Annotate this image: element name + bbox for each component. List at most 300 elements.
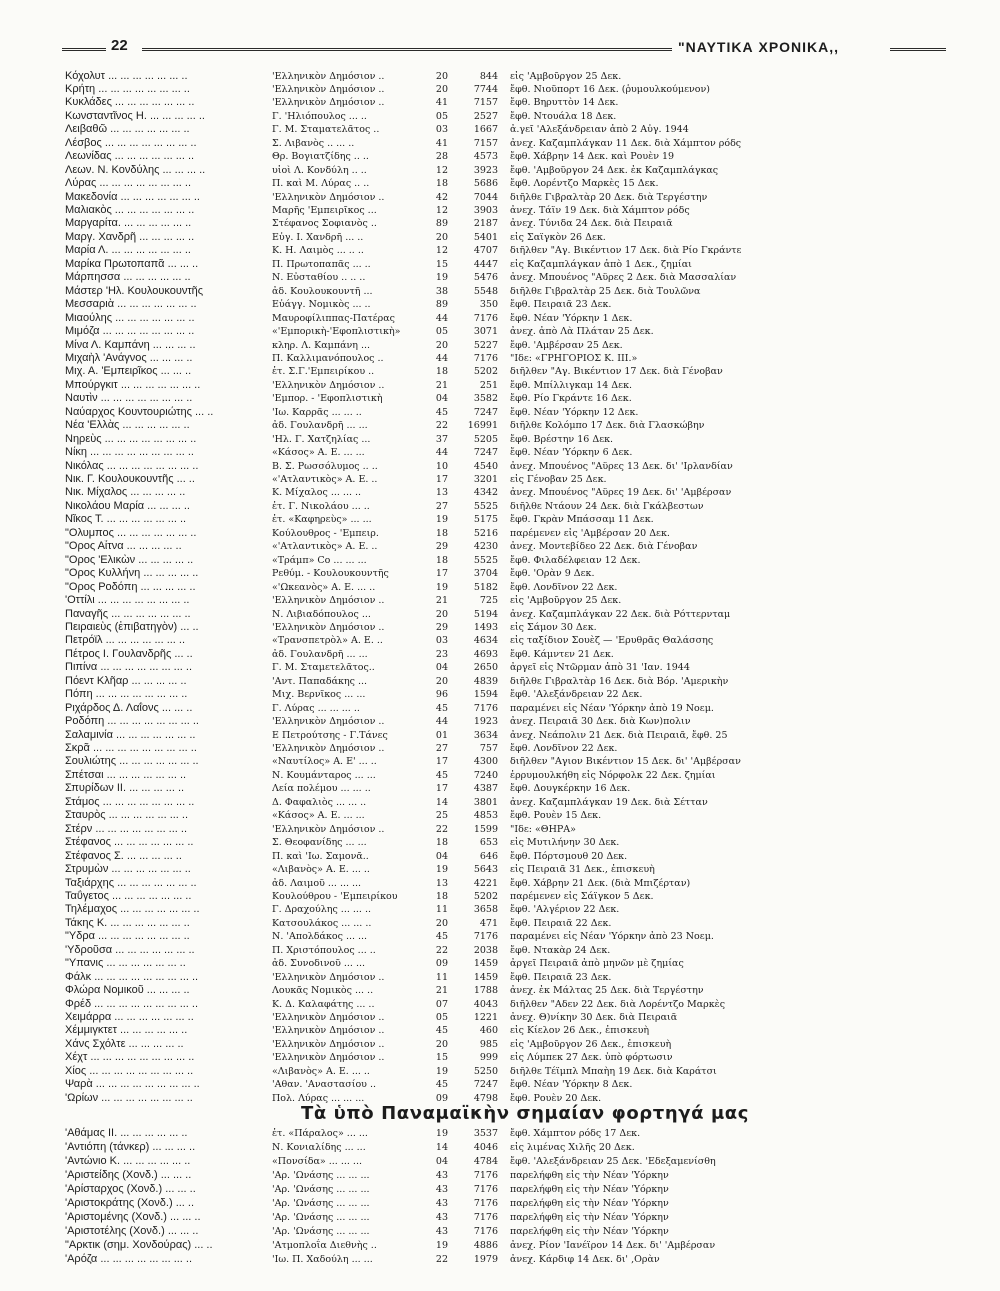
gross-tonnage: 4342 <box>473 487 498 499</box>
ship-status: εἰς Λύμπεκ 27 Δεκ. ὑπὸ φόρτωσιν <box>510 1052 673 1064</box>
build-year: 04 <box>435 662 448 674</box>
ship-row <box>0 836 1000 849</box>
build-year: 20 <box>435 70 448 82</box>
build-year: 43 <box>435 1169 448 1181</box>
build-year: 17 <box>435 756 448 768</box>
owner-name: Ν. Λιβιαδόπουλος ... <box>272 608 371 620</box>
gross-tonnage: 7176 <box>473 1169 498 1181</box>
ship-row <box>0 258 1000 271</box>
gross-tonnage: 5476 <box>473 272 498 284</box>
gross-tonnage: 4230 <box>473 541 498 553</box>
owner-name: 'Ελληνικὸν Δημόσιον .. <box>272 1052 385 1064</box>
gross-tonnage: 5202 <box>473 890 498 902</box>
ship-name: Χέμμιγκτετ ... ... ... ... ... .. <box>65 1024 188 1037</box>
ship-name: Σουλιώτης ... ... ... ... ... ... .. <box>65 755 199 768</box>
ship-name: 'Αρόζα ... ... ... ... ... ... ... .. <box>65 1252 193 1265</box>
ship-status: ἔφθ. Ρίο Γκράντε 16 Δεκ. <box>510 393 632 405</box>
ship-name: Νίκη ... ... ... ... ... ... ... ... .. <box>65 446 194 459</box>
owner-name: Ν. Κουμάνταρος ... ... <box>272 769 376 781</box>
build-year: 22 <box>435 823 448 835</box>
owner-name: ἐτ. Γ. Νικολάου ... .. <box>272 500 370 512</box>
build-year: 19 <box>435 1127 448 1139</box>
ship-status: εἰς 'Αμβοῦργον 25 Δεκ. <box>510 595 622 607</box>
ship-status: ἀνεχ. Κάρδιφ 14 Δεκ. δι' ,Ορὰν <box>510 1253 660 1265</box>
build-year: 45 <box>435 1025 448 1037</box>
ship-name: Λεων. Ν. Κονδύλης ... ... ... .. <box>65 163 206 176</box>
ship-status: ἀνεχ. Ρίον 'Ιανέϊρον 14 Δεκ. δι' 'Αμβέρσαν <box>510 1239 716 1251</box>
ship-status: ἔφθ. 'Αλεξάνδρειαν 22 Δεκ. <box>510 689 643 701</box>
ship-row <box>0 755 1000 768</box>
ship-status: ἔφθ. Χάβρην 14 Δεκ. καὶ Ρουὲν 19 <box>510 151 675 163</box>
ship-status: ἀνεχ. Μπουένος "Αϋρες 19 Δεκ. δι' 'Αμβέρσαν <box>510 487 732 499</box>
owner-name: ἀδ. Γουλανδρῆ ... ... <box>272 420 368 432</box>
owner-name: ἀδ. Λαιμοῦ ... ... ... <box>272 877 362 889</box>
owner-name: «Λιβανὸς» Α. Ε. ... .. <box>272 864 370 876</box>
build-year: 12 <box>435 205 448 216</box>
ship-name: Ταΰγετος ... ... ... ... ... ... .. <box>65 889 192 902</box>
gross-tonnage: 3537 <box>473 1127 498 1139</box>
ship-name: Νέα 'Ελλὰς ... ... ... ... ... .. <box>65 419 190 432</box>
ship-name: Ναύαρχος Κουντουριώτης ... .. <box>65 405 214 418</box>
gross-tonnage: 16991 <box>467 420 498 432</box>
build-year: 17 <box>435 783 448 795</box>
owner-name: 'Ιω. Καρρᾶς ... ... .. <box>272 406 362 418</box>
gross-tonnage: 4447 <box>473 258 498 270</box>
owner-name: Π. Χριστόπουλος ... .. <box>272 944 376 956</box>
owner-name: Κούλουθρος - 'Εμπειρ. <box>272 527 379 539</box>
owner-name: Γ. Μ. Σταματελᾶτος .. <box>272 124 380 136</box>
ship-name: 'Ωρίων ... ... ... ... ... ... ... .. <box>65 1091 193 1104</box>
build-year: 20 <box>435 339 448 351</box>
gross-tonnage: 7157 <box>473 97 498 109</box>
gross-tonnage: 1221 <box>473 1012 498 1023</box>
ship-name: Λειβαθῶ ... ... ... ... ... ... .. <box>65 123 190 136</box>
ship-status: ἀνεχ. Τύνιδα 24 Δεκ. διὰ Πειραιᾶ <box>510 218 673 230</box>
build-year: 18 <box>435 527 448 539</box>
magazine-title: "ΝΑΥΤΙΚΑ ΧΡΟΝΙΚΑ,, <box>678 39 840 55</box>
gross-tonnage: 7176 <box>473 312 498 324</box>
ship-status: ἀργεῖ Πειραιᾶ ἀπὸ μηνῶν μὲ ζημίας <box>510 958 684 970</box>
gross-tonnage: 4387 <box>473 783 498 795</box>
build-year: 12 <box>435 245 448 257</box>
ship-status: ἔφθ. Βηρυττὸν 14 Δεκ. <box>510 97 619 109</box>
gross-tonnage: 1788 <box>473 985 498 997</box>
ship-row <box>0 177 1000 190</box>
owner-name: 'Ελληνικὸν Δημόσιον .. <box>272 716 385 728</box>
ship-status: παρέμενεν εἰς Σάϊγκον 5 Δεκ. <box>510 890 654 902</box>
build-year: 09 <box>435 1092 448 1104</box>
ship-status: ἔφθ. 'Αλγέριον 22 Δεκ. <box>510 904 620 916</box>
ship-name: Ναυτὶν ... ... ... ... ... ... ... .. <box>65 392 193 405</box>
ship-row <box>0 1211 1000 1224</box>
build-year: 45 <box>435 769 448 781</box>
build-year: 21 <box>435 595 448 607</box>
ship-name: Λέσβος ... ... ... ... ... ... ... .. <box>65 136 197 149</box>
ship-name: "Υπανις ... ... ... ... ... ... .. <box>65 957 186 970</box>
build-year: 18 <box>435 890 448 902</box>
build-year: 38 <box>435 285 448 297</box>
ship-row <box>0 96 1000 109</box>
ship-row <box>0 540 1000 553</box>
ship-name: Κυκλάδες ... ... ... ... ... ... .. <box>65 96 195 109</box>
ship-status: ἔφθ. Λονδῖνον 22 Δεκ. <box>510 581 618 593</box>
gross-tonnage: 725 <box>479 595 498 607</box>
ship-name: Νηρεὺς ... ... ... ... ... ... ... .. <box>65 432 197 445</box>
ship-name: Τάκης Κ. ... ... ... ... ... ... .. <box>65 916 190 929</box>
owner-name: 'Αθαν. 'Αναστασίου .. <box>272 1079 377 1091</box>
ship-status: ἀνεχ. Νεάπολιν 21 Δεκ. διὰ Πειραιᾶ, ἔφθ. 25 <box>510 729 728 741</box>
owner-name: 'Αντ. Παπαδάκης ... <box>272 675 368 687</box>
gross-tonnage: 7044 <box>473 191 498 203</box>
build-year: 14 <box>435 796 448 808</box>
build-year: 29 <box>435 621 448 633</box>
owner-name: Εὐάγγ. Νομικὸς ... .. <box>272 299 371 311</box>
owner-name: 'Ιω. Π. Χαδούλη ... ... <box>272 1253 373 1265</box>
ship-status: εἰς Σαϊγκὸν 26 Δεκ. <box>510 231 606 243</box>
build-year: 10 <box>435 460 448 472</box>
build-year: 19 <box>435 1239 448 1251</box>
build-year: 20 <box>435 1038 448 1050</box>
build-year: 15 <box>435 258 448 270</box>
build-year: 18 <box>435 554 448 566</box>
ship-name: 'Αντώνιο Κ. ... ... ... ... ... .. <box>65 1154 191 1167</box>
build-year: 19 <box>435 272 448 284</box>
owner-name: «'Ατλαντικὸς» Α. Ε. .. <box>272 541 378 553</box>
ship-status: εἰς Γένοβαν 25 Δεκ. <box>510 474 607 485</box>
ship-row <box>0 796 1000 809</box>
ship-status: παραμένει εἰς Νέαν 'Υόρκην ἀπὸ 19 Νοεμ. <box>510 702 714 714</box>
ship-name: Πόεντ Κλῆαρ ... ... ... ... .. <box>65 674 187 687</box>
build-year: 23 <box>435 648 448 660</box>
build-year: 18 <box>435 178 448 190</box>
gross-tonnage: 1599 <box>473 823 498 835</box>
ship-row <box>0 742 1000 755</box>
build-year: 45 <box>435 406 448 418</box>
ship-row <box>0 648 1000 661</box>
gross-tonnage: 5175 <box>473 514 498 526</box>
owner-name: «Κάσος» Α. Ε. ... ... <box>272 447 365 459</box>
gross-tonnage: 5216 <box>473 527 498 539</box>
ship-status: ἔφθ. 'Αλεξάνδρειαν 25 Δεκ. 'Εδεξαμενίσθη <box>510 1155 716 1167</box>
ship-name: Μαργ. Χανδρῆ ... ... ... ... .. <box>65 230 195 243</box>
gross-tonnage: 3923 <box>473 164 498 176</box>
gross-tonnage: 7744 <box>473 83 498 95</box>
owner-name: Ν. Κονιαλίδης ... ... <box>272 1141 366 1153</box>
owner-name: Π. καὶ 'Ιω. Σαμονᾶ.. <box>272 850 369 862</box>
ship-row <box>0 1065 1000 1078</box>
owner-name: 'Ελληνικὸν Δημόσιον .. <box>272 70 385 82</box>
ship-row <box>0 998 1000 1011</box>
build-year: 19 <box>435 1065 448 1077</box>
ship-row <box>0 702 1000 715</box>
gross-tonnage: 844 <box>479 70 498 82</box>
owner-name: Γ. Δραχούλης ... ... .. <box>272 904 371 916</box>
build-year: 03 <box>435 635 448 647</box>
ship-name: "Υδρα ... ... ... ... ... ... ... .. <box>65 930 190 943</box>
build-year: 44 <box>435 352 448 364</box>
build-year: 45 <box>435 702 448 714</box>
ship-status: ἔφθ. Μπίλλιγκαμ 14 Δεκ. <box>510 379 633 391</box>
owner-name: ἀδ. Γουλανδρῆ ... ... <box>272 648 368 660</box>
gross-tonnage: 4839 <box>473 675 498 687</box>
owner-name: Ρεθύμ. - Κουλουκουντῆς <box>272 568 389 580</box>
ship-row <box>0 1169 1000 1182</box>
ship-status: εἰς Κίελον 26 Δεκ., ἐπισκευὴ <box>510 1025 650 1037</box>
owner-name: «Τράμπ» Co ... ... ... <box>272 554 367 566</box>
gross-tonnage: 3704 <box>473 568 498 580</box>
gross-tonnage: 2038 <box>473 944 498 956</box>
owner-name: Σ. Λιβανὸς .. ... .. <box>272 137 355 149</box>
ship-row <box>0 890 1000 903</box>
build-year: 19 <box>435 581 448 593</box>
ship-row <box>0 419 1000 432</box>
ship-row <box>0 554 1000 567</box>
owner-name: Π. καὶ Μ. Λύρας .. .. <box>272 178 370 190</box>
ship-name: Μακεδονία ... ... ... ... ... ... .. <box>65 190 200 203</box>
ship-name: Στρυμὼν ... ... ... ... ... ... .. <box>65 863 191 876</box>
ship-name: Μιαούλης ... ... ... ... ... ... .. <box>65 311 195 324</box>
gross-tonnage: 653 <box>479 837 498 849</box>
ship-name: "Ορος 'Ελικὼν ... ... ... ... .. <box>65 553 194 566</box>
ship-row <box>0 782 1000 795</box>
ship-name: Νικ. Μίχαλος ... ... ... ... .. <box>65 486 186 499</box>
gross-tonnage: 7247 <box>473 406 498 418</box>
ship-status: παρελήφθη εἰς τὴν Νέαν 'Υόρκην <box>510 1183 669 1195</box>
ship-status: εἰς Σάμον 30 Δεκ. <box>510 621 597 633</box>
gross-tonnage: 985 <box>479 1038 498 1050</box>
owner-name: Λουκᾶς Νομικὸς ... .. <box>272 985 374 997</box>
ship-name: Μεσσαριὰ ... ... ... ... ... ... .. <box>65 298 197 311</box>
ship-row <box>0 164 1000 177</box>
owner-name: Κ. Μίχαλος ... ... .. <box>272 487 362 499</box>
ship-row <box>0 1155 1000 1168</box>
ship-name: Φάλκ ... ... ... ... ... ... ... ... .. <box>65 970 199 983</box>
ship-name: Φλώρα Νομικοῦ ... ... ... .. <box>65 984 190 997</box>
owner-name: 'Ελληνικὸν Δημόσιον .. <box>272 97 385 109</box>
ship-row <box>0 634 1000 647</box>
owner-name: ἀδ. Κουλουκουντῆ ... <box>272 285 373 297</box>
header-rule-right <box>890 48 946 51</box>
owner-name: Κουλούθρου - 'Εμπειρίκου <box>272 890 398 902</box>
ship-status: διῆλθεν "Αδεν 22 Δεκ. διὰ Λορέντζο Μαρκὲς <box>510 998 726 1010</box>
owner-name: 'Ελληνικὸν Δημόσιον .. <box>272 191 385 203</box>
build-year: 17 <box>435 568 448 580</box>
build-year: 44 <box>435 716 448 728</box>
ship-status: διῆλθε Ντάουν 24 Δεκ. διὰ Γκάλβεστων <box>510 500 704 512</box>
build-year: 43 <box>435 1225 448 1237</box>
gross-tonnage: 4573 <box>473 151 498 163</box>
ship-status: ἔφθ. Γκρὰν Μπάσσαμ 11 Δεκ. <box>510 514 654 526</box>
ship-row <box>0 500 1000 513</box>
owner-name: «Λιβανὸς» Α. Ε. ... .. <box>272 1065 370 1077</box>
ship-name: Νικολάου Μαρία ... ... ... .. <box>65 499 190 512</box>
gross-tonnage: 646 <box>479 850 498 862</box>
ship-row <box>0 1038 1000 1051</box>
ship-row <box>0 460 1000 473</box>
ship-name: Μιμόζα ... ... ... ... ... ... ... .. <box>65 325 195 338</box>
ship-row <box>0 1127 1000 1140</box>
build-year: 20 <box>435 675 448 687</box>
ship-row <box>0 971 1000 984</box>
ship-row <box>0 486 1000 499</box>
gross-tonnage: 4540 <box>473 460 498 472</box>
owner-name: κληρ. Λ. Καμπάνη ... <box>272 339 371 351</box>
gross-tonnage: 3071 <box>473 326 498 338</box>
build-year: 20 <box>435 83 448 95</box>
owner-name: 'Ατμοπλοΐα Διεθνὴς .. <box>272 1239 377 1251</box>
build-year: 41 <box>435 137 448 149</box>
ship-status: παρελήφθη εἰς τὴν Νέαν 'Υόρκην <box>510 1197 669 1209</box>
gross-tonnage: 1459 <box>473 971 498 983</box>
owner-name: 'Ελληνικὸν Δημόσιον .. <box>272 1012 385 1023</box>
owner-name: ἐτ. «Καφηρεὺς» ... ... <box>272 514 372 526</box>
ship-row <box>0 231 1000 244</box>
ship-status: ἔφθ. Νέαν 'Υόρκην 6 Δεκ. <box>510 447 633 459</box>
ship-name: Μπούργκιτ ... ... ... ... ... ... .. <box>65 378 201 391</box>
build-year: 27 <box>435 743 448 754</box>
ship-status: εἰς 'Αμβοῦργον 25 Δεκ. <box>510 70 622 82</box>
ship-name: Πετρόϊλ ... ... ... ... ... ... .. <box>65 634 186 647</box>
ship-name: Λεωνίδας ... ... ... ... ... ... .. <box>65 150 195 163</box>
ship-status: ἔφθ. Νέαν 'Υόρκην 1 Δεκ. <box>510 312 633 324</box>
owner-name: «'Ατλαντικὸς» Α. Ε. .. <box>272 474 378 485</box>
ship-row <box>0 406 1000 419</box>
ship-name: 'Αντιόπη (τάνκερ) ... ... ... .. <box>65 1140 196 1153</box>
ship-status: ἔφθ. 'Αμβοῦργον 24 Δεκ. ἐκ Καζαμπλάγκας <box>510 164 719 176</box>
build-year: 04 <box>435 1155 448 1167</box>
ship-status: ἀνεχ. ἀπὸ Λὰ Πλάταν 25 Δεκ. <box>510 326 654 338</box>
ship-row <box>0 944 1000 957</box>
owner-name: «Ναυτίλος» Α. Ε' ... .. <box>272 756 377 768</box>
owner-name: Δ. Φαφαλιὸς ... ... .. <box>272 796 367 808</box>
build-year: 18 <box>435 837 448 849</box>
ship-status: ἔφθ. 'Ορὰν 9 Δεκ. <box>510 568 595 580</box>
ship-status: παρέμενεν εἰς 'Αμβέρσαν 20 Δεκ. <box>510 527 670 539</box>
ship-status: ἀργεῖ εἰς Ντῶρμαν ἀπὸ 31 'Ιαν. 1944 <box>510 662 690 674</box>
gross-tonnage: 4300 <box>473 756 498 768</box>
ship-status: διῆλθε Γιβραλτὰρ 20 Δεκ. διὰ Τεργέστην <box>510 191 708 203</box>
gross-tonnage: 7176 <box>473 1225 498 1237</box>
build-year: 11 <box>435 904 448 916</box>
ship-name: 'Οττίλι ... ... ... ... ... ... ... .. <box>65 594 190 607</box>
ship-row <box>0 1051 1000 1064</box>
build-year: 04 <box>435 850 448 862</box>
build-year: 01 <box>435 729 448 741</box>
owner-name: 'Ελληνικὸν Δημόσιον .. <box>272 595 385 607</box>
owner-name: 'Ελληνικὸν Δημόσιον .. <box>272 971 385 983</box>
ship-name: Μαρία Λ. ... ... ... ... ... ... .. <box>65 244 191 257</box>
ship-row <box>0 513 1000 526</box>
ship-status: ἔφθ. Νιοῦπορτ 16 Δεκ. (ῥυμουλκούμενον) <box>510 83 710 95</box>
ship-row <box>0 325 1000 338</box>
gross-tonnage: 3582 <box>473 393 498 405</box>
ship-status: εἰς λιμένας Χιλῆς 20 Δεκ. <box>510 1141 635 1153</box>
build-year: 09 <box>435 958 448 970</box>
ship-name: Παναγῆς ... ... ... ... ... ... .. <box>65 607 191 620</box>
ship-name: Νῖκος Τ. ... ... ... ... ... ... .. <box>65 513 187 526</box>
build-year: 13 <box>435 487 448 499</box>
gross-tonnage: 5525 <box>473 554 498 566</box>
ship-row <box>0 917 1000 930</box>
ship-name: Χειμάρρα ... ... ... ... ... ... .. <box>65 1011 194 1023</box>
ship-name: "Ορος Αἶτνα ... ... ... ... .. <box>65 540 182 553</box>
owner-name: «Τρανσπετρὸλ» Α. Ε. .. <box>272 635 383 647</box>
ship-name: Νικ. Γ. Κουλουκουντῆς ... .. <box>65 473 195 485</box>
owner-name: Πολ. Λύρας ... ... ... <box>272 1092 365 1104</box>
ship-row <box>0 661 1000 674</box>
gross-tonnage: 251 <box>479 379 498 391</box>
owner-name: 'Ελληνικὸν Δημόσιον .. <box>272 823 385 835</box>
ship-status: ἔφθ. Λονδῖνον 22 Δεκ. <box>510 743 618 754</box>
gross-tonnage: 3658 <box>473 904 498 916</box>
build-year: 22 <box>435 420 448 432</box>
ship-name: Σαλαμινία ... ... ... ... ... ... .. <box>65 728 196 741</box>
gross-tonnage: 1979 <box>473 1253 498 1265</box>
gross-tonnage: 5686 <box>473 178 498 190</box>
gross-tonnage: 999 <box>479 1052 498 1064</box>
build-year: 41 <box>435 97 448 109</box>
ship-status: ἀνεχ. Καζαμπλάγκαν 19 Δεκ. διὰ Σέτταν <box>510 796 708 808</box>
ship-row <box>0 204 1000 217</box>
gross-tonnage: 5250 <box>473 1065 498 1077</box>
ship-row <box>0 312 1000 325</box>
ship-name: Μαλιακὸς ... ... ... ... ... ... .. <box>65 204 195 216</box>
ship-row <box>0 729 1000 742</box>
ship-name: Πόπη ... ... ... ... ... ... ... .. <box>65 688 188 701</box>
ship-status: ἀνεχ. Θ)νίκην 30 Δεκ. διὰ Πειραιᾶ <box>510 1012 678 1023</box>
gross-tonnage: 7176 <box>473 931 498 943</box>
owner-name: «Πονσίδα» ... ... ... <box>272 1155 362 1167</box>
ship-status: διῆλθε Γιβραλτὰρ 25 Δεκ. διὰ Τουλῶνα <box>510 285 701 297</box>
ship-status: ἔφθ. 'Αμβέρσαν 25 Δεκ. <box>510 339 623 351</box>
build-year: 89 <box>435 299 448 311</box>
ship-name: Κρήτη ... ... ... ... ... ... ... .. <box>65 82 190 95</box>
ship-status: ἔφθ. Ντουάλα 18 Δεκ. <box>510 110 617 122</box>
build-year: 25 <box>435 810 448 822</box>
ship-name: Πέτρος Ι. Γουλανδρῆς ... .. <box>65 647 193 660</box>
gross-tonnage: 2187 <box>473 218 498 230</box>
ship-row <box>0 984 1000 997</box>
build-year: 04 <box>435 393 448 405</box>
owner-name: Εὐγ. Ι. Χανδρῆ ... .. <box>272 231 364 243</box>
ship-row <box>0 379 1000 392</box>
owner-name: Γ. 'Ηλιόπουλος ... .. <box>272 110 367 122</box>
build-year: 28 <box>435 151 448 163</box>
owner-name: 'Ηλ. Γ. Χατζηλίας ... <box>272 433 371 445</box>
ship-row <box>0 769 1000 782</box>
gross-tonnage: 5194 <box>473 608 498 620</box>
owner-name: Στέφανος Σοφιανὸς .. <box>272 218 377 230</box>
gross-tonnage: 4886 <box>473 1239 498 1251</box>
owner-name: 'Ελληνικὸν Δημόσιον .. <box>272 743 385 754</box>
ship-row <box>0 110 1000 123</box>
ship-name: Ριχάρδος Δ. Λαΐονς ... ... .. <box>65 701 193 714</box>
gross-tonnage: 7176 <box>473 1197 498 1209</box>
gross-tonnage: 1594 <box>473 689 498 701</box>
build-year: 43 <box>435 1211 448 1223</box>
ship-name: Πιπίνα ... ... ... ... ... ... ... .. <box>65 661 193 674</box>
build-year: 45 <box>435 1079 448 1091</box>
owner-name: 'Ελληνικὸν Δημόσιον .. <box>272 1025 385 1037</box>
gross-tonnage: 5643 <box>473 864 498 876</box>
gross-tonnage: 5525 <box>473 500 498 512</box>
ship-row <box>0 1078 1000 1091</box>
build-year: 22 <box>435 1253 448 1265</box>
ship-status: ἔφθ. Νέαν 'Υόρκην 12 Δεκ. <box>510 406 639 418</box>
build-year: 89 <box>435 218 448 230</box>
ship-status: διῆλθεν "Αγ. Βικέντιον 17 Δεκ. διὰ Γένοβαν <box>510 366 723 378</box>
ship-status: ἀνεχ. Μοντεβίδεο 22 Δεκ. διὰ Γένοβαν <box>510 541 698 553</box>
